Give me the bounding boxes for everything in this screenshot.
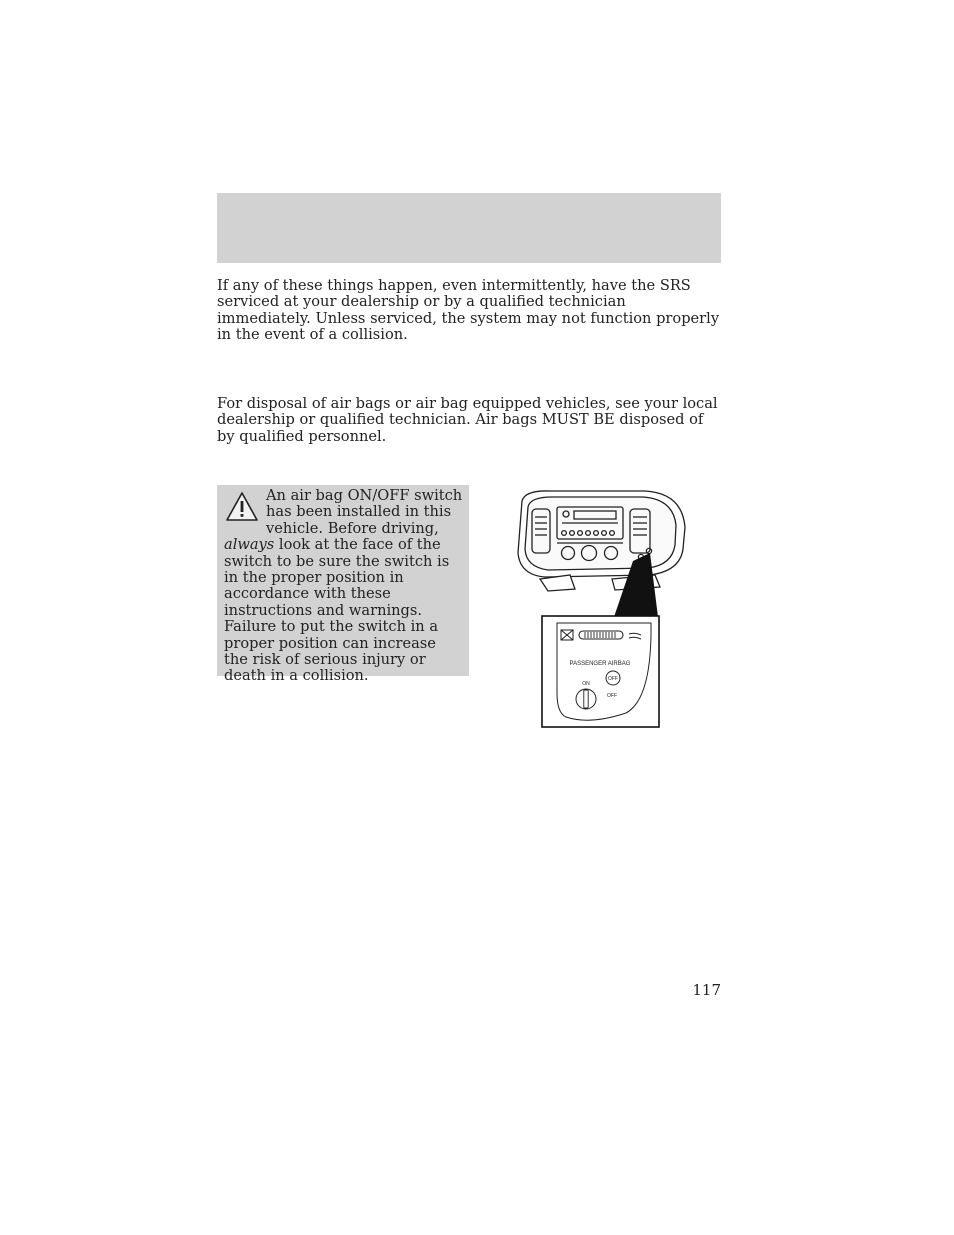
warning-triangle-icon <box>224 490 260 524</box>
warning-text-emphasis: always <box>224 536 275 554</box>
warning-text-start: An air bag ON/OFF switch has been installed in this vehicle. Before driving, <box>266 487 463 537</box>
dashboard-center-stack <box>518 491 685 591</box>
switch-panel-title: PASSENGER AIRBAG <box>569 661 631 667</box>
header-band <box>217 193 721 263</box>
off-indicator-label: OFF <box>608 676 618 682</box>
warning-box <box>217 485 469 685</box>
off-position-label: OFF <box>607 693 617 699</box>
airbag-switch-illustration <box>510 487 690 729</box>
page-number: 117 <box>692 981 721 999</box>
srs-service-paragraph: If any of these things happen, even intermittently, have the SRS serviced at your dealership or by a qualified technician immediately. Unless serviced, the system may not function properly in the event of a collision. <box>217 277 720 344</box>
on-position-label: ON <box>582 681 590 687</box>
airbag-disposal-paragraph: For disposal of air bags or air bag equipped vehicles, see your local dealership or qualified technician. Air bags MUST BE disposed of by qualified personnel. <box>217 395 718 445</box>
warning-text-end: look at the face of the switch to be sure the switch is in the proper position in accordance with these instructions and warnings. Failure to put the switch in a proper position can increase the risk of serious injury or death in a collision. <box>224 536 450 685</box>
switch-panel-closeup <box>542 616 659 727</box>
